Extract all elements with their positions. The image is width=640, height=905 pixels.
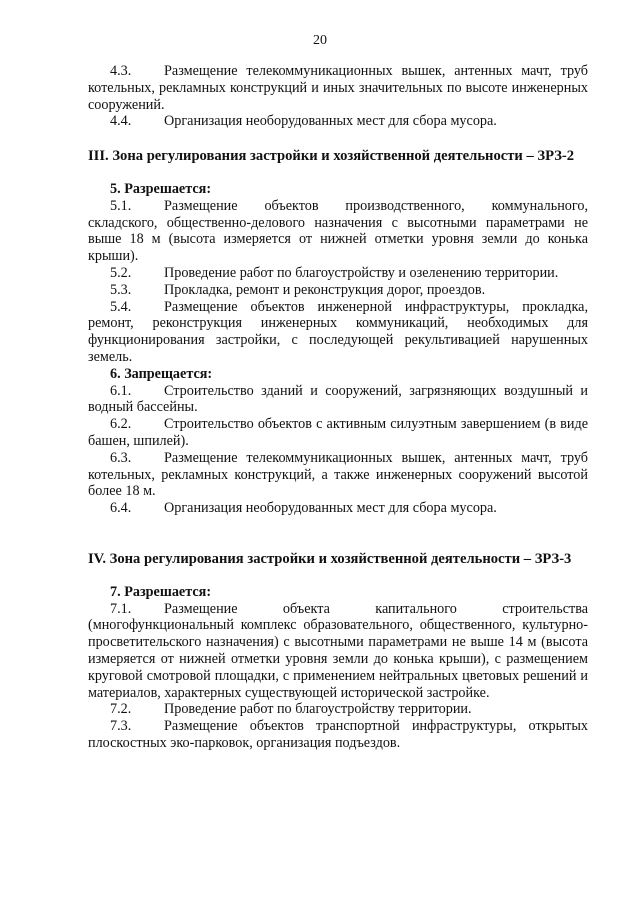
clause-text: Строительство зданий и сооружений, загрязняющих воздушный и водный бассейны. [88,382,588,416]
section-3-heading: III. Зона регулирования застройки и хозяйственной деятельности – ЗРЗ-2 [88,148,575,165]
clause-number: 7.2. [110,701,132,718]
clause-number: 5.3. [110,281,132,298]
clause-number: 5.2. [110,264,132,281]
clause-5-2 [88,265,588,282]
clause-text: Строительство объектов с активным силуэтным завершением (в виде башен, шпилей). [88,416,588,449]
clause-6-3 [88,450,588,500]
clause-5-1 [88,198,588,265]
clause-number: 4.3. [110,63,132,79]
clause-number: 7.1. [110,600,132,617]
section-4-allowed-heading: 7. Разрешается: [110,583,212,600]
page-content [88,63,588,752]
clause-text: Организация необорудованных мест для сбора мусора. [164,113,497,130]
clause-6-4 [88,500,588,517]
clause-number: 4.4. [110,113,132,130]
clause-text: Размещение телекоммуникационных вышек, антенных мачт, труб котельных, рекламных конструкций, а также инженерных сооружений высотой более 18 м. [88,449,588,500]
clause-text: Размещение телекоммуникационных вышек, антенных мачт, труб котельных, рекламных конструкций и иных значительных по высоте инженерных сооружений. [88,63,588,113]
clause-7-3 [88,718,588,752]
clause-5-4 [88,299,588,366]
clause-number: 5.1. [110,197,132,214]
clause-text: Проведение работ по благоустройству и озеленению территории. [164,264,559,281]
clause-number: 6.1. [110,382,132,399]
clause-text: Размещение объектов инженерной инфраструктуры, прокладка, ремонт, реконструкция инженерных коммуникаций, необходимых для функционирования застройки, с последующей рекультивацией нарушенных земель. [88,298,588,365]
clause-number: 6.3. [110,449,132,466]
section-3-forbidden-heading: 6. Запрещается: [110,365,213,382]
clause-7-1 [88,601,588,702]
clause-text: Размещение объектов транспортной инфраструктуры, открытых плоскостных эко-парковок, организация подъездов. [88,718,588,751]
clause-text: Проведение работ по благоустройству территории. [164,701,472,718]
clause-text: Организация необорудованных мест для сбора мусора. [164,500,497,517]
clause-number: 5.4. [110,298,132,315]
clause-text: Прокладка, ремонт и реконструкция дорог, проездов. [164,281,486,298]
clause-number: 6.2. [110,416,132,433]
page-number: 20 [313,33,327,48]
clause-text: Размещение объектов производственного, коммунального, складского, общественно-делового назначения с высотными параметрами не выше 18 м (высота измеряется от нижней отметки уровня земли до конька крыши). [88,197,588,265]
clause-6-2 [88,416,588,450]
clause-7-2 [88,701,588,718]
clause-5-3 [88,282,588,299]
clause-text: Размещение объекта капитального строительства (многофункциональный комплекс образовательного, общественного, культурно-просветительского назначения) с высотными параметрами не выше 14 м (высота измеряется от нижней отметки уровня земли до конька крыши), с размещением круговой смотровой площадки, с применением нейтральных цветовых решений и материалов, характерных существующей исторической застройке. [88,600,588,701]
clause-number: 6.4. [110,500,132,517]
clause-4-3 [88,63,588,113]
clause-6-1 [88,383,588,417]
clause-number: 7.3. [110,718,132,735]
clause-4-4 [88,113,588,130]
section-3-allowed-heading: 5. Разрешается: [110,180,212,197]
section-4-heading: IV. Зона регулирования застройки и хозяйственной деятельности – ЗРЗ-3 [88,550,572,567]
